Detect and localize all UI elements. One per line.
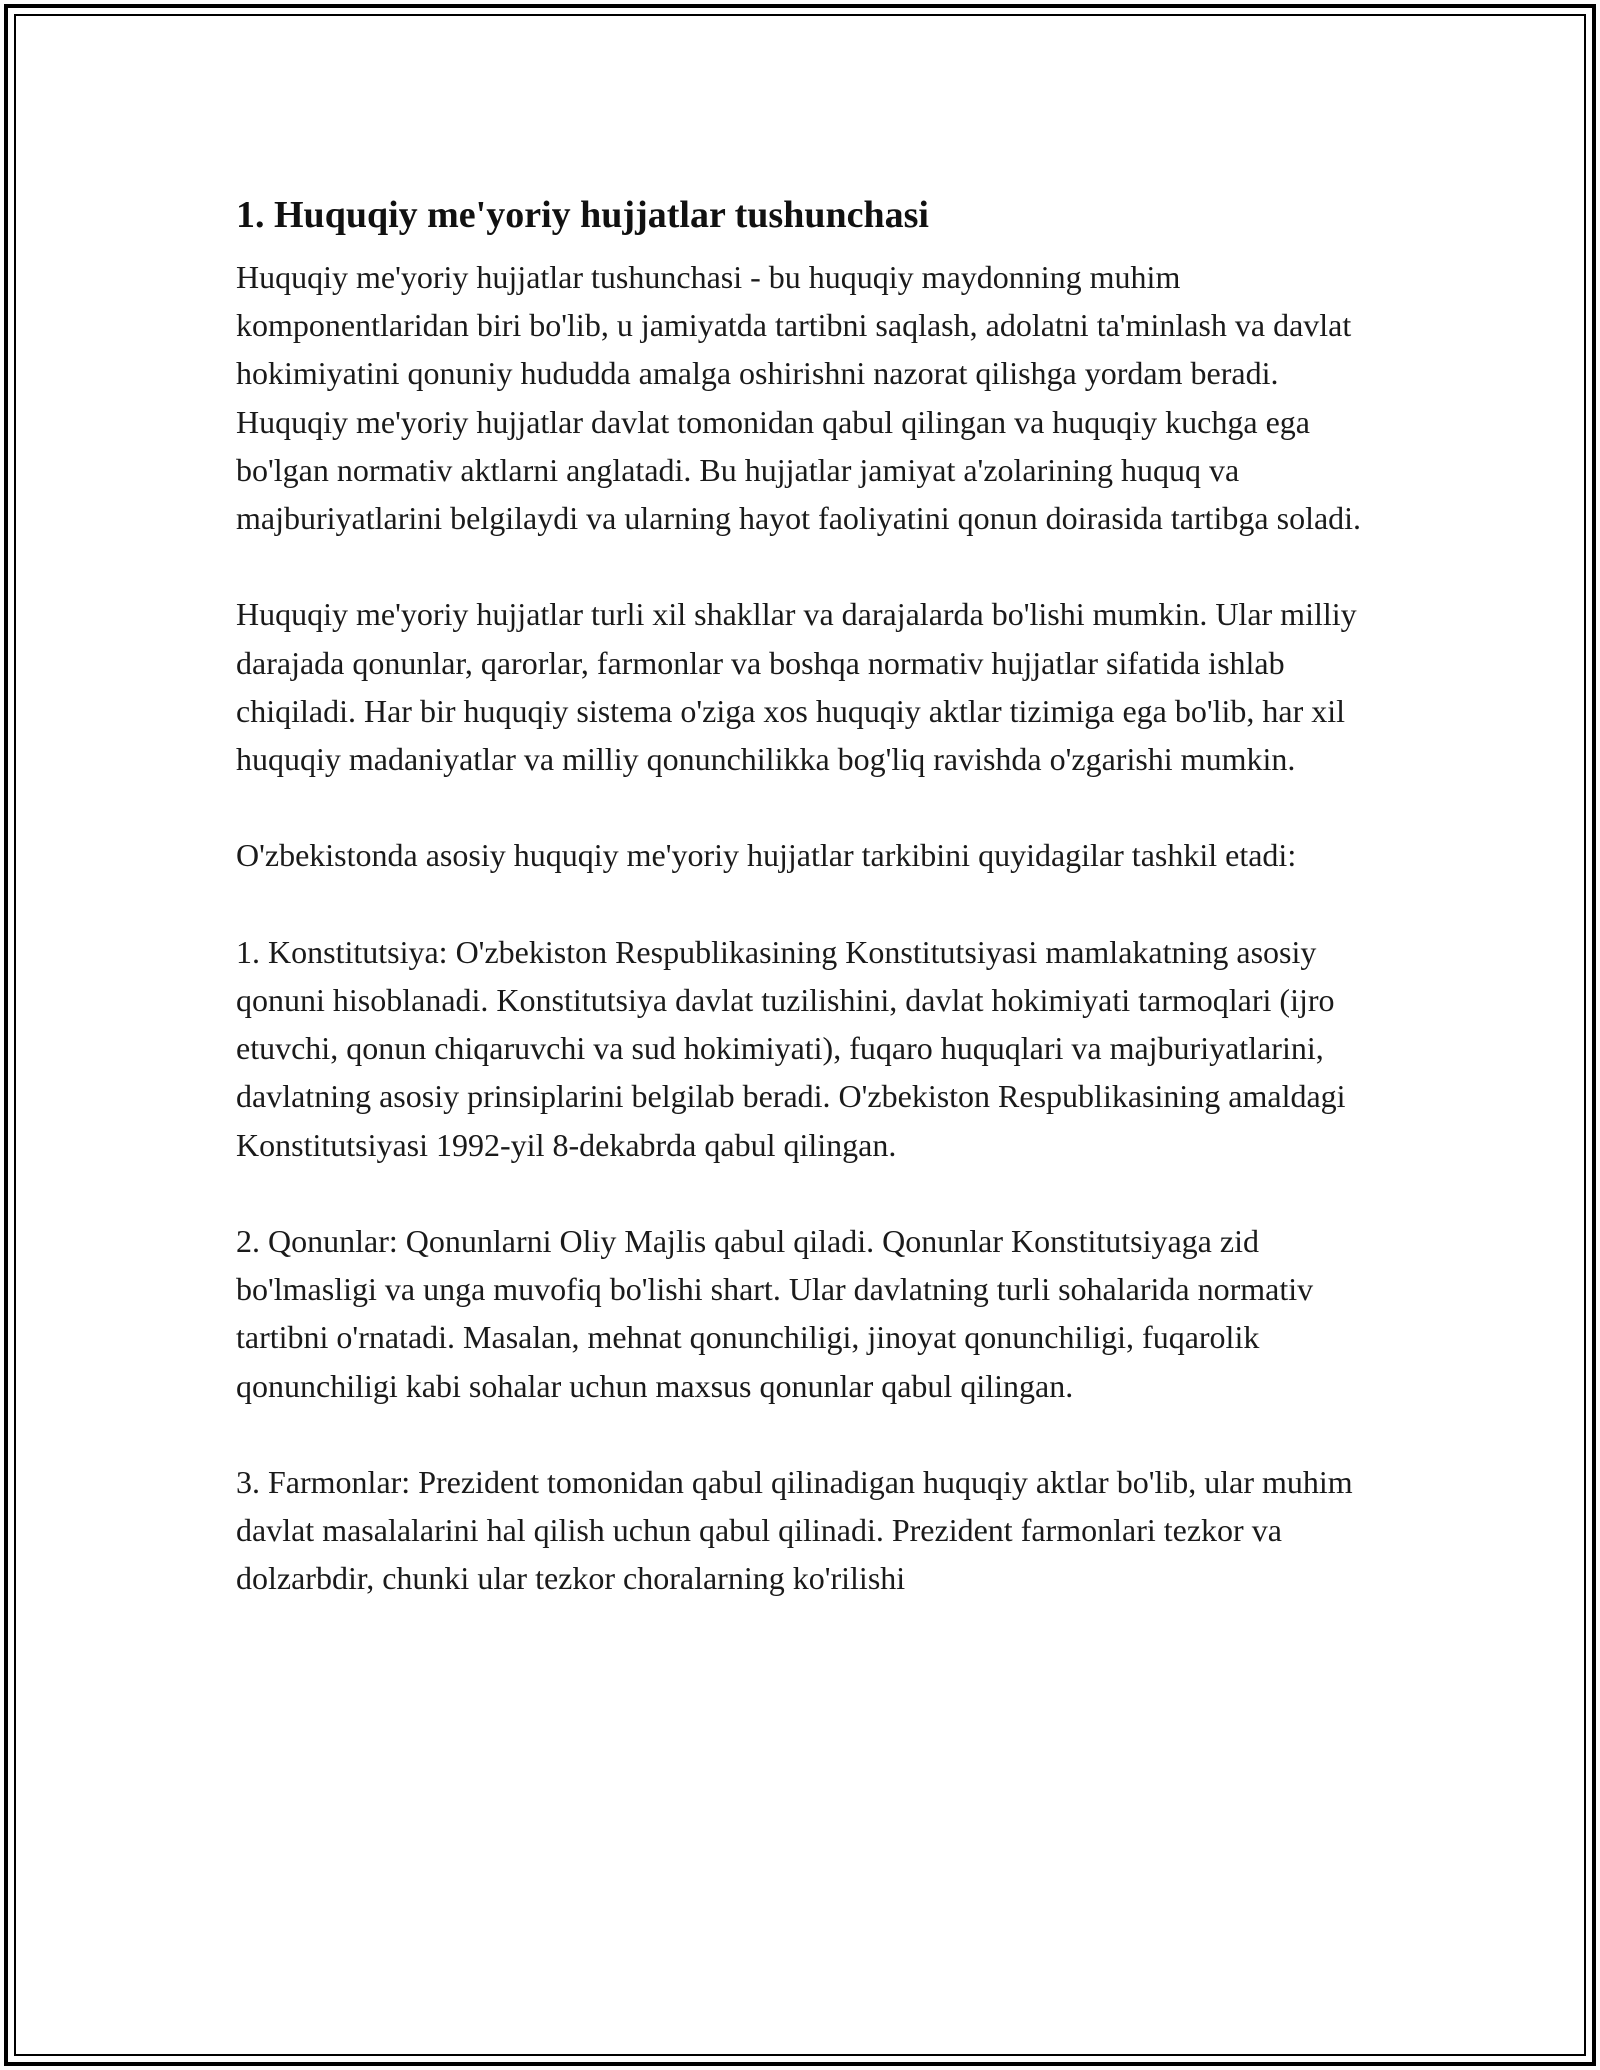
section-heading: 1. Huquqiy me'yoriy hujjatlar tushunchasi [236,194,929,236]
paragraph-uzbekistan-intro: O'zbekistonda asosiy huquqiy me'yoriy hujjatlar tarkibini quyidagilar tashkil etadi: [236,837,1297,874]
list-item-laws: 2. Qonunlar: Qonunlarni Oliy Majlis qabul qiladi. Qonunlar Konstitutsiyaga zid bo'lmasligi va unga muvofiq bo'lishi shart. Ular davlatning turli sohalarida normativ tartibni o'rnatadi. Masalan, mehnat qonunchiligi, jinoyat qonunchiligi, fuqarolik qonunchiligi kabi sohalar uchun maxsus qonunlar qabul qilingan. [236,1223,1314,1404]
list-item-constitution: 1. Konstitutsiya: O'zbekiston Respublikasining Konstitutsiyasi mamlakatning asosiy qonuni hisoblanadi. Konstitutsiya davlat tuzilishini, davlat hokimiyati tarmoqlari (ijro etuvchi, qonun chiqaruvchi va sud hokimiyati), fuqaro huquqlari va majburiyatlarini, davlatning asosiy prinsiplarini belgilab beradi. O'zbekiston Respublikasining amaldagi Konstitutsiyasi 1992-yil 8-dekabrda qabul qilingan. [236,933,1346,1163]
paragraph-definition: Huquqiy me'yoriy hujjatlar tushunchasi - bu huquqiy maydonning muhim komponentlaridan biri bo'lib, u jamiyatda tartibni saqlash, adolatni ta'minlash va davlat hokimiyatini qonuniy hududda amalga oshirishni nazorat qilishga yordam beradi. Huquqiy me'yoriy hujjatlar davlat tomonidan qabul qilingan va huquqiy kuchga ega bo'lgan normativ aktlarni anglatadi. Bu hujjatlar jamiyat a'zolarining huquq va majburiyatlarini belgilaydi va ularning hayot faoliyatini qonun doirasida tartibga soladi. [236,259,1362,537]
document-body [236,185,1386,1651]
paragraph-forms-levels: Huquqiy me'yoriy hujjatlar turli xil shakllar va darajalarda bo'lishi mumkin. Ular milliy darajada qonunlar, qarorlar, farmonlar va boshqa normativ hujjatlar sifatida ishlab chiqiladi. Har bir huquqiy sistema o'ziga xos huquqiy aktlar tizimiga ega bo'lib, har xil huquqiy madaniyatlar va milliy qonunchilikka bog'liq ravishda o'zgarishi mumkin. [236,596,1357,778]
list-item-decrees: 3. Farmonlar: Prezident tomonidan qabul qilinadigan huquqiy aktlar bo'lib, ular muhim davlat masalalarini hal qilish uchun qabul qilinadi. Prezident farmonlari tezkor va dolzarbdir, chunki ular tezkor choralarning ko'rilishi [236,1464,1353,1597]
